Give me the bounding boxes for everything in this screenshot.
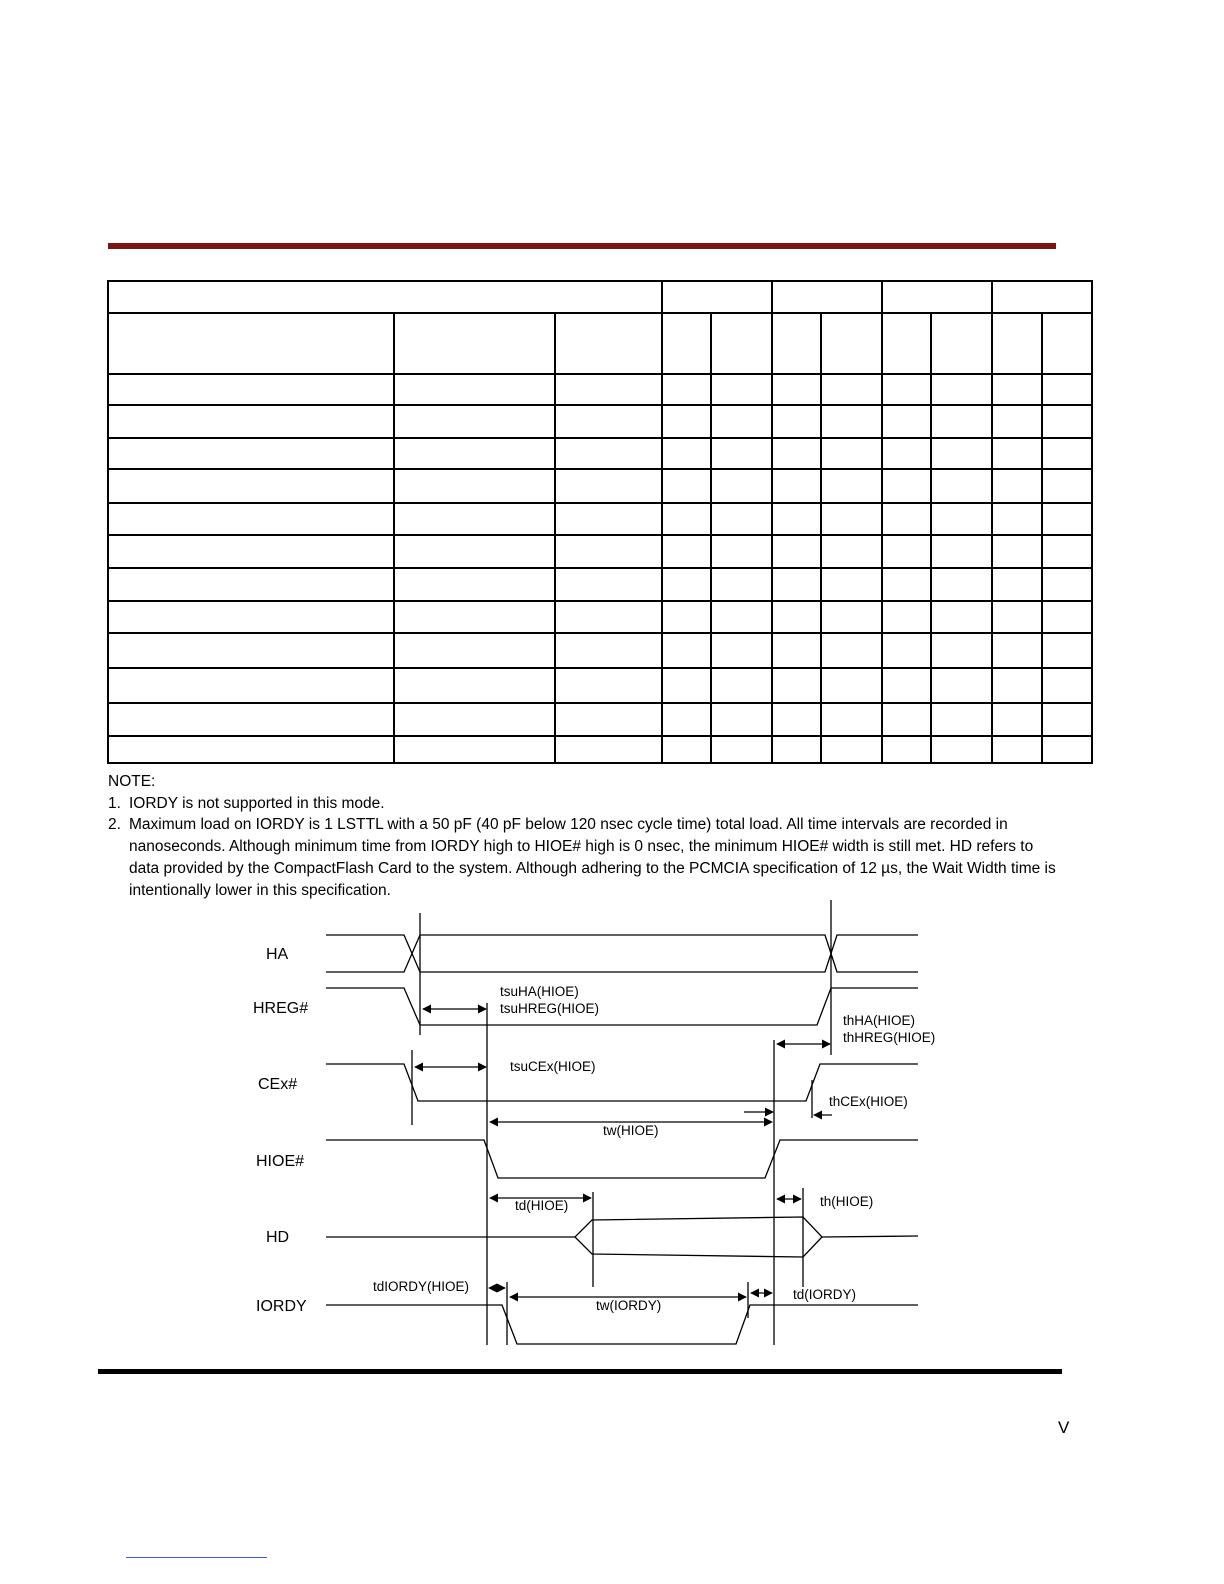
footer-rule <box>98 1369 1062 1374</box>
hioe-waveform <box>326 1140 918 1178</box>
label-td-hioe: td(HIOE) <box>515 1198 569 1213</box>
notes-heading: NOTE: <box>108 773 156 790</box>
table-row <box>108 601 1092 633</box>
link-underline[interactable] <box>126 1557 267 1558</box>
signal-label-iordy: IORDY <box>256 1298 307 1315</box>
table-row <box>108 469 1092 503</box>
table-row <box>108 568 1092 601</box>
table-cell <box>108 281 662 313</box>
signal-label-cex: CEx# <box>258 1076 298 1093</box>
hd-waveform <box>326 1217 918 1257</box>
notes-block <box>108 771 1058 901</box>
table-row <box>108 503 1092 535</box>
label-thcex: thCEx(HIOE) <box>829 1094 908 1109</box>
label-tsuha: tsuHA(HIOE) <box>500 984 579 999</box>
signal-label-hreg: HREG# <box>253 1000 309 1017</box>
label-tsuhreg: tsuHREG(HIOE) <box>500 1001 600 1016</box>
note-number: 2. <box>108 816 121 834</box>
table-row <box>108 535 1092 568</box>
label-tw-iordy: tw(IORDY) <box>596 1298 662 1313</box>
table-cell <box>772 281 882 313</box>
header-rule <box>108 243 1056 249</box>
timing-diagram <box>0 900 1224 1360</box>
note-text: Maximum load on IORDY is 1 LSTTL with a 50 pF (40 pF below 120 nsec cycle time) total load. All time intervals are recorded in nanoseconds. Although minimum time from IORDY high to HIOE# high is 0 nsec, the minimum HIOE# width is still met. HD refers to data provided by the CompactFlash Card to the system. Although adhering to the PCMCIA specification of 12 µs, the Wait Width time is intentionally lower in this specification. <box>129 816 1056 899</box>
table-cell <box>662 281 772 313</box>
label-tsucex: tsuCEx(HIOE) <box>510 1059 596 1074</box>
label-thha: thHA(HIOE) <box>843 1013 916 1028</box>
ha-waveform <box>326 935 918 972</box>
signal-label-ha: HA <box>266 946 289 963</box>
label-td-iordy: td(IORDY) <box>793 1287 857 1302</box>
note-text: IORDY is not supported in this mode. <box>129 794 385 812</box>
label-thhreg: thHREG(HIOE) <box>843 1030 936 1045</box>
signal-label-hd: HD <box>266 1229 290 1246</box>
table-row <box>108 668 1092 703</box>
label-th-hioe: th(HIOE) <box>820 1194 874 1209</box>
label-tdiordy: tdIORDY(HIOE) <box>373 1279 470 1294</box>
note-item-2 <box>108 814 1058 901</box>
table-header-row <box>108 281 1092 313</box>
table-row <box>108 405 1092 438</box>
note-item-1 <box>108 793 1058 815</box>
hreg-waveform <box>326 988 918 1025</box>
signal-label-hioe: HIOE# <box>256 1153 305 1170</box>
note-number: 1. <box>108 794 121 812</box>
label-tw-hioe: tw(HIOE) <box>603 1123 659 1138</box>
timing-spec-table <box>107 280 1093 764</box>
table-row <box>108 374 1092 405</box>
table-subheader-row <box>108 313 1092 374</box>
table-row <box>108 703 1092 736</box>
page-mark: V <box>1058 1418 1070 1437</box>
table-row <box>108 633 1092 668</box>
table-cell <box>882 281 992 313</box>
table-cell <box>992 281 1092 313</box>
table-row <box>108 438 1092 469</box>
table-row <box>108 736 1092 763</box>
